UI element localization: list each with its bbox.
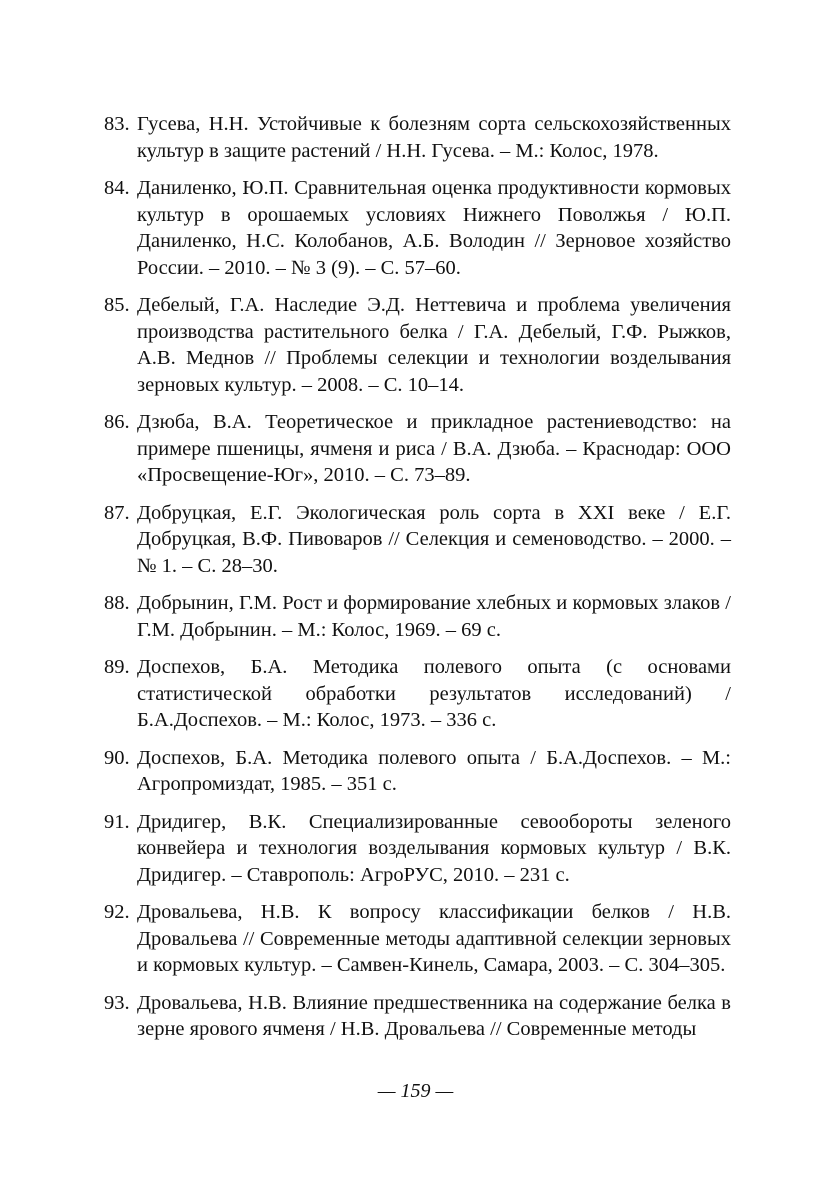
reference-number: 93. [104, 991, 130, 1014]
reference-item [104, 990, 731, 1043]
reference-number: 87. [104, 501, 130, 524]
reference-number: 85. [104, 294, 130, 316]
reference-item [104, 590, 731, 643]
reference-item [104, 500, 731, 580]
reference-number: 86. [104, 411, 130, 433]
reference-text: Добруцкая, Е.Г. Экологическая роль сорта в XXI веке / Е.Г. Добруцкая, В.Ф. Пивоваров // Селекция и семеноводство. – 2000. – № 1. – С. 28–30. [137, 501, 731, 577]
reference-text: Гусева, Н.Н. Устойчивые к болезням сорта сельскохозяйственных культур в защите растений / Н.Н. Гусева. – М.: Колос, 1978. [137, 113, 731, 162]
reference-number: 90. [104, 746, 130, 769]
page-number: — 159 — [377, 1080, 454, 1102]
reference-number: 88. [104, 592, 130, 614]
reference-number: 92. [104, 901, 130, 923]
reference-item [104, 899, 731, 979]
reference-number: 91. [104, 810, 130, 833]
reference-item [104, 175, 731, 281]
reference-text: Дровальева, Н.В. К вопросу классификации белков / Н.В. Дровальева // Современные методы адаптивной селекции зерновых и кормовых культур. – Самвен-Кинель, Самара, 2003. – С. 304–305. [137, 901, 731, 976]
reference-text: Добрынин, Г.М. Рост и формирование хлебных и кормовых злаков / Г.М. Добрынин. – М.: Колос, 1969. – 69 с. [137, 592, 731, 641]
reference-item [104, 745, 731, 798]
reference-item [104, 292, 731, 398]
reference-text: Дровальева, Н.В. Влияние предшественника на содержание белка в зерне ярового ячменя / Н.В. Дровальева // Современные методы [137, 991, 731, 1040]
reference-item [104, 654, 731, 734]
reference-number: 83. [104, 113, 130, 135]
reference-item [104, 111, 731, 164]
reference-number: 84. [104, 177, 130, 199]
reference-text: Доспехов, Б.А. Методика полевого опыта / Б.А.Доспехов. – М.: Агропромиздат, 1985. – 351 с. [137, 746, 731, 795]
reference-text: Дридигер, В.К. Специализированные севообороты зеленого конвейера и технология возделывания кормовых культур / В.К. Дридигер. – Ставрополь: АгроРУС, 2010. – 231 с. [137, 810, 731, 886]
reference-number: 89. [104, 656, 130, 678]
reference-text: Даниленко, Ю.П. Сравнительная оценка продуктивности кормовых культур в орошаемых условиях Нижнего Поволжья / Ю.П. Даниленко, Н.С. Колобанов, А.Б. Володин // Зерновое хозяйство России. – 2010. – № 3 (9). – С. 57–60. [137, 177, 731, 279]
reference-text: Дебелый, Г.А. Наследие Э.Д. Неттевича и проблема увеличения производства растительного белка / Г.А. Дебелый, Г.Ф. Рыжков, А.В. Меднов // Проблемы селекции и технологии возделывания зерновых культур. – 2008. – С. 10–14. [137, 294, 731, 396]
reference-item [104, 409, 731, 489]
reference-list [104, 111, 731, 1054]
reference-text: Дзюба, В.А. Теоретическое и прикладное растениеводство: на примере пшеницы, ячменя и риса / В.А. Дзюба. – Краснодар: ООО «Просвещение-Юг», 2010. – С. 73–89. [137, 411, 731, 486]
reference-item [104, 809, 731, 889]
reference-text: Доспехов, Б.А. Методика полевого опыта (с основами статистической обработки результатов исследований) / Б.А.Доспехов. – М.: Колос, 1973. – 336 с. [137, 656, 731, 731]
